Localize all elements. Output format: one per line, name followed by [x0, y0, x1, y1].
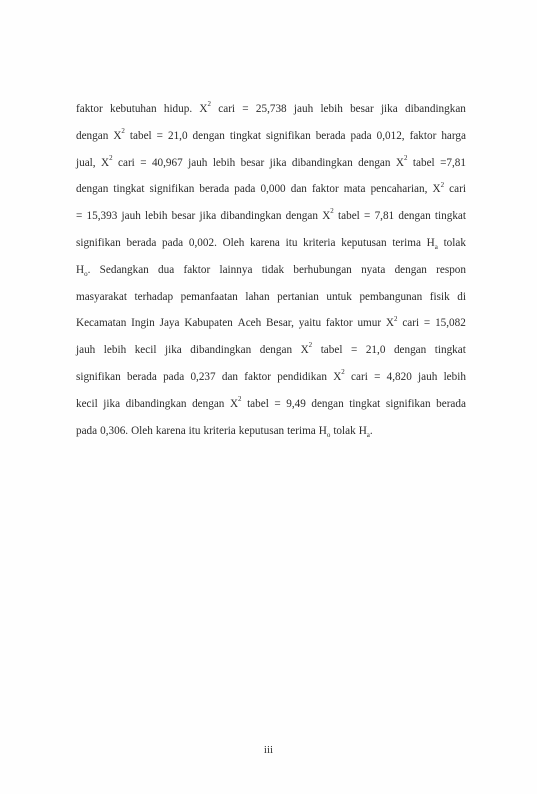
word: jauh	[418, 370, 438, 383]
text-line	[76, 123, 466, 150]
word: terhadap	[134, 290, 174, 303]
word: tolak	[443, 236, 466, 249]
word: =	[364, 210, 371, 223]
word: terima	[392, 236, 421, 249]
text-line	[76, 364, 466, 391]
word: tingkat	[349, 397, 381, 410]
word: kebutuhan	[109, 103, 157, 115]
word: $X^2$	[395, 153, 408, 169]
word: dengan	[259, 344, 293, 357]
word: $X^2$	[113, 127, 125, 142]
word: faktor	[183, 263, 211, 276]
text-line	[76, 337, 466, 364]
word: Ingin	[131, 317, 155, 330]
word: kriteria	[203, 424, 236, 437]
word: 40,967	[151, 156, 183, 169]
word: masyarakat	[76, 290, 127, 303]
word: keputusan	[341, 236, 387, 249]
word: dengan	[311, 397, 344, 410]
text-line	[76, 150, 466, 177]
page-number: iii	[263, 744, 274, 756]
word: karena	[155, 424, 186, 437]
word: Kabupaten	[184, 317, 233, 330]
word: untuk	[326, 290, 352, 303]
word: Sedangkan	[99, 263, 149, 276]
word: respon	[436, 263, 466, 276]
word: 0,000	[260, 183, 286, 196]
word: dengan	[285, 210, 318, 223]
word: fisik	[429, 290, 450, 303]
word: faktor	[409, 129, 437, 142]
word: kecil	[76, 397, 98, 410]
word: jika	[103, 397, 121, 410]
word: =	[76, 210, 83, 223]
word: signifikan	[76, 236, 121, 249]
word: faktor	[244, 370, 271, 383]
word: besar	[240, 156, 265, 169]
word: di	[457, 290, 466, 303]
word: dibandingkan	[125, 397, 187, 410]
word: lebih	[320, 103, 343, 115]
word: pada	[350, 129, 372, 142]
word: 21,0	[365, 344, 386, 357]
word: 0,306.	[100, 424, 129, 437]
word: signifikan	[76, 370, 121, 383]
word: yaitu	[298, 317, 322, 330]
word: $X^2$	[101, 153, 113, 169]
word: tabel	[247, 397, 269, 410]
word: kriteria	[303, 236, 336, 249]
word: 7,81	[374, 210, 395, 223]
word: berada	[315, 129, 346, 142]
word: =	[156, 129, 163, 142]
word: berhubungan	[293, 263, 352, 276]
word: pada	[76, 424, 98, 437]
word: dengan	[398, 210, 431, 223]
text-line	[76, 310, 466, 337]
word: pencaharian,	[370, 183, 428, 196]
word: =	[423, 317, 431, 330]
word: tidak	[261, 263, 285, 276]
word: dibandingkan	[190, 344, 252, 357]
word: 9,49	[286, 397, 306, 410]
word: umur	[357, 317, 382, 330]
word: dengan	[192, 397, 225, 410]
word: $X^2$	[432, 180, 445, 196]
word: Kecamatan	[76, 317, 127, 330]
word: cari	[351, 370, 368, 383]
word: jika	[199, 210, 217, 223]
word: dibandingkan	[291, 156, 353, 169]
word: =	[350, 344, 358, 357]
word: =	[242, 103, 249, 115]
word: signifikan	[149, 183, 195, 196]
word: tolak	[333, 424, 356, 437]
word: dibandingkan	[405, 103, 466, 115]
word: $X^2$	[229, 395, 242, 410]
word: dengan	[192, 129, 225, 142]
word: harga	[441, 129, 466, 142]
text-line	[76, 96, 466, 123]
word: Aceh	[237, 317, 262, 330]
word: 4,820	[386, 370, 412, 383]
text-line	[76, 391, 466, 418]
word: Jaya	[159, 317, 180, 330]
word: itu	[188, 424, 201, 437]
word: =7,81	[440, 156, 466, 169]
word: 15,393	[86, 210, 118, 223]
word: cari	[118, 156, 135, 169]
word: jika	[380, 103, 398, 115]
word: keputusan	[238, 424, 285, 437]
word: cari	[449, 183, 466, 196]
word: tingkat	[229, 129, 261, 142]
word: faktor	[76, 103, 103, 115]
word: dan	[221, 370, 239, 383]
word: dengan	[394, 263, 427, 276]
word: terima	[287, 424, 316, 437]
word: $X^2$	[300, 341, 313, 357]
word: jauh	[76, 344, 96, 357]
word: besar	[350, 103, 374, 115]
word: =	[374, 370, 381, 383]
word: pemanfaatan	[180, 290, 238, 303]
word: tingkat	[434, 210, 466, 223]
word: jauh	[188, 156, 208, 169]
word: lainnya	[219, 263, 253, 276]
word: itu	[285, 236, 298, 249]
word: lebih	[443, 370, 466, 383]
word: pembangunan	[359, 290, 423, 303]
word: lebih	[212, 156, 236, 169]
word: pada	[234, 183, 256, 196]
word: 25,738	[255, 103, 287, 115]
word: $X^2$	[199, 100, 211, 115]
word: =	[140, 156, 147, 169]
word: $X^2$	[333, 368, 345, 383]
word: 0,237	[190, 370, 216, 383]
word: $X^2$	[385, 314, 398, 330]
word: tabel	[412, 156, 435, 169]
word: dengan	[358, 156, 391, 169]
word: besar	[171, 210, 196, 223]
word: Besar,	[266, 317, 294, 330]
word: $H_a$.	[358, 424, 373, 439]
word: Oleh	[131, 424, 153, 437]
word: 15,082	[435, 317, 466, 330]
word: 0,002.	[188, 236, 217, 249]
word: 0,012,	[376, 129, 405, 142]
word: pendidikan	[277, 370, 327, 383]
word: karena	[250, 236, 280, 249]
word: berada	[127, 370, 157, 383]
word: pada	[162, 236, 184, 249]
word: pada	[163, 370, 185, 383]
word: lebih	[145, 210, 168, 223]
word: lebih	[103, 344, 127, 357]
word: berada	[199, 183, 230, 196]
text-line	[76, 203, 466, 230]
word: $H_o$.	[76, 263, 91, 279]
word: signifikan	[385, 397, 431, 410]
word: dan	[290, 183, 307, 196]
word: jual,	[76, 156, 96, 169]
word: jauh	[293, 103, 314, 115]
word: jika	[164, 344, 182, 357]
word: $H_a$	[426, 236, 438, 252]
word: tingkat	[434, 344, 466, 357]
word: dibandingkan	[220, 210, 282, 223]
word: cari	[402, 317, 420, 330]
word: jauh	[121, 210, 141, 223]
word: mata	[343, 183, 366, 196]
word: tabel	[338, 210, 360, 223]
word: dengan	[76, 183, 109, 196]
word: 21,0	[167, 129, 188, 142]
word: nyata	[361, 263, 386, 276]
word: berada	[126, 236, 157, 249]
word: faktor	[311, 183, 339, 196]
word: =	[274, 397, 281, 410]
word: tabel	[320, 344, 343, 357]
word: dengan	[393, 344, 427, 357]
word: berada	[436, 397, 466, 410]
text-line	[76, 418, 466, 445]
word: dengan	[76, 129, 109, 142]
word: $X^2$	[322, 207, 334, 223]
text-line	[76, 230, 466, 257]
word: signifikan	[265, 129, 311, 142]
word: lahan	[245, 290, 270, 303]
body-paragraph	[76, 96, 466, 444]
word: tingkat	[113, 183, 145, 196]
word: tabel	[129, 129, 152, 142]
word: $H_o$	[318, 424, 331, 439]
text-line	[76, 176, 466, 203]
word: hidup.	[163, 103, 193, 115]
word: Oleh	[222, 236, 245, 249]
word: cari	[218, 103, 236, 115]
word: jika	[269, 156, 287, 169]
word: pertanian	[277, 290, 319, 303]
text-line	[76, 284, 466, 311]
text-line	[76, 257, 466, 284]
word: dua	[158, 263, 175, 276]
word: faktor	[325, 317, 353, 330]
word: kecil	[134, 344, 157, 357]
